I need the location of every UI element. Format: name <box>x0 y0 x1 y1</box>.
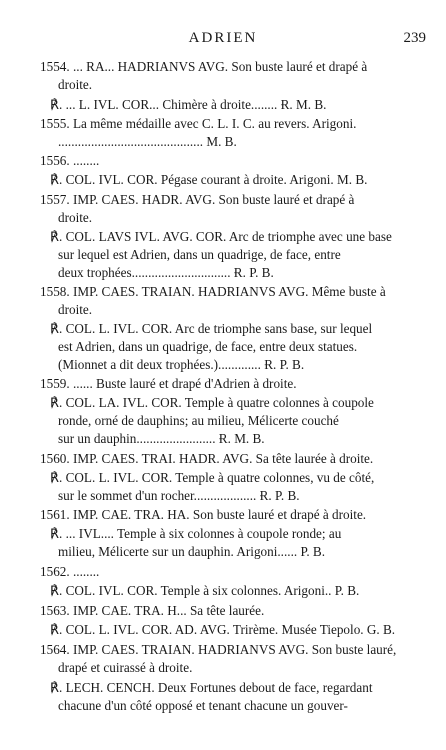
text-line: ℟. ... L. IVL. COR... Chimère à droite........ Ɍ. M. B. <box>50 97 327 112</box>
text-line: ℟. COL. L. IVL. COR. Arc de triomphe sans base, sur lequel <box>50 321 373 336</box>
text-line: ℟. COL. IVL. COR. Pégase courant à droite. Arigoni. M. B. <box>50 172 368 187</box>
text-line: milieu, Mélicerte sur un dauphin. Arigoni...... P. B. <box>58 544 326 559</box>
text-line: 1558. IMP. CAES. TRAIAN. HADRIANVS AVG. Même buste à <box>40 284 386 299</box>
text-line: (Mionnet a dit deux trophées.)............. Ɍ. P. B. <box>58 357 305 372</box>
text-line: droite. <box>58 77 93 92</box>
text-line: ℟. LECH. CENCH. Deux Fortunes debout de face, regardant <box>50 680 373 695</box>
text-line: sur le sommet d'un rocher................... Ɍ. P. B. <box>58 488 300 503</box>
text-line: sur lequel est Adrien, dans un quadrige, de face, entre <box>58 247 341 262</box>
text-line: ℟. COL. LAVS IVL. AVG. COR. Arc de triomphe avec une base <box>50 229 392 244</box>
text-line: droite. <box>58 302 93 317</box>
text-line: ℟. COL. L. IVL. COR. Temple à quatre colonnes, vu de côté, <box>50 470 375 485</box>
text-line: 1563. IMP. CAE. TRA. H... Sa tête laurée. <box>40 603 265 618</box>
text-line: 1557. IMP. CAES. HADR. AVG. Son buste lauré et drapé à <box>40 192 355 207</box>
text-line: sur un dauphin........................ Ɍ. M. B. <box>58 431 265 446</box>
running-head <box>0 30 446 52</box>
text-line: 1560. IMP. CAES. TRAI. HADR. AVG. Sa tête laurée à droite. <box>40 451 374 466</box>
text-line: ℟. COL. L. IVL. COR. AD. AVG. Trirème. Musée Tiepolo. G. B. <box>50 622 396 637</box>
text-line: est Adrien, dans un quadrige, de face, entre deux statues. <box>58 339 358 354</box>
text-line: 1555. La même médaille avec C. L. I. C. au revers. Arigoni. <box>40 116 357 131</box>
text-line: 1561. IMP. CAE. TRA. HA. Son buste lauré et drapé à droite. <box>40 507 367 522</box>
text-line: ℟. COL. IVL. COR. Temple à six colonnes. Arigoni.. P. B. <box>50 583 360 598</box>
text-line: ℟. ... IVL.... Temple à six colonnes à coupole ronde; au <box>50 526 342 541</box>
text-line: droite. <box>58 210 93 225</box>
text-line: drapé et cuirassé à droite. <box>58 660 193 675</box>
text-line: 1556. ........ <box>40 153 100 168</box>
text-line: 1559. ...... Buste lauré et drapé d'Adrien à droite. <box>40 376 297 391</box>
text-line: ℟. COL. LA. IVL. COR. Temple à quatre colonnes à coupole <box>50 395 374 410</box>
text-line: 1564. IMP. CAES. TRAIAN. HADRIANVS AVG. Son buste lauré, <box>40 642 397 657</box>
page-number: 239 <box>403 30 426 46</box>
text-line: ronde, orné de dauphins; au milieu, Mélicerte couché <box>58 413 339 428</box>
text-line: ............................................ M. B. <box>58 134 237 149</box>
text-line: chacune d'un côté opposé et tenant chacune un gouver- <box>58 698 348 713</box>
page-title: ADRIEN <box>188 30 258 46</box>
text-line: deux trophées.............................. Ɍ. P. B. <box>58 265 274 280</box>
text-line: 1554. ... RA... HADRIANVS AVG. Son buste lauré et drapé à <box>40 59 368 74</box>
text-line: 1562. ........ <box>40 564 100 579</box>
